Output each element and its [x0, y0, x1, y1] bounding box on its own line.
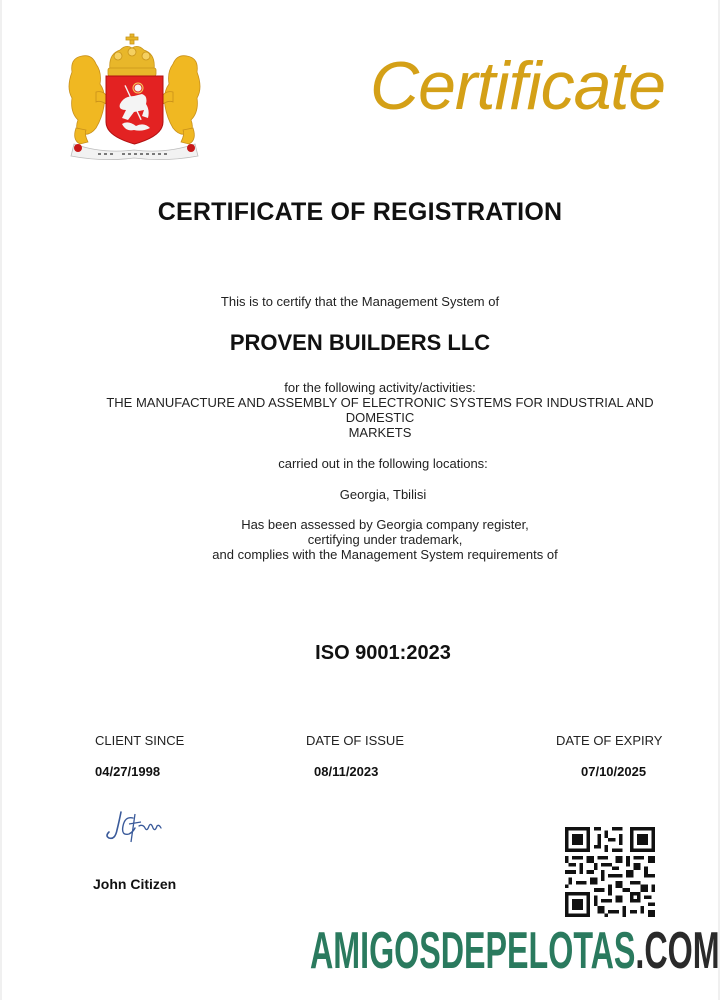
client-since-label: CLIENT SINCE: [95, 733, 185, 748]
date-of-issue-value: 08/11/2023: [314, 764, 379, 779]
activity-line: DOMESTIC: [345, 410, 415, 425]
document-title: CERTIFICATE OF REGISTRATION: [157, 198, 563, 226]
standard-name: ISO 9001:2023: [315, 642, 451, 664]
date-of-issue-label: DATE OF ISSUE: [306, 733, 404, 748]
watermark-text: [310, 922, 720, 980]
watermark-main: AMIGOSDEPELOTAS: [310, 922, 636, 980]
activity-line: THE MANUFACTURE AND ASSEMBLY OF ELECTRONIC SYSTEMS FOR INDUSTRIAL AND: [106, 395, 654, 410]
certificate-heading: Certificate: [370, 48, 666, 124]
activity-line: MARKETS: [348, 425, 412, 440]
watermark-tld: .COM: [635, 922, 720, 980]
company-name: PROVEN BUILDERS LLC: [229, 330, 491, 355]
coat-of-arms-icon: [62, 32, 207, 160]
activity-section: [60, 380, 700, 440]
signature-scribble: [105, 808, 165, 848]
locations-label: carried out in the following locations:: [278, 456, 488, 471]
assessment-section: [0, 517, 720, 562]
signer-name: John Citizen: [93, 876, 177, 892]
qr-code-icon: [565, 827, 655, 917]
date-of-expiry-label: DATE OF EXPIRY: [556, 733, 663, 748]
assessment-line: certifying under trademark,: [307, 532, 463, 547]
intro-text: This is to certify that the Management System of: [220, 294, 500, 309]
assessment-line: and complies with the Management System requirements of: [212, 547, 558, 562]
location: Georgia, Tbilisi: [339, 487, 427, 502]
assessment-line: Has been assessed by Georgia company register,: [241, 517, 529, 532]
date-of-expiry-value: 07/10/2025: [581, 764, 647, 779]
client-since-value: 04/27/1998: [95, 764, 161, 779]
activity-label: for the following activity/activities:: [284, 380, 476, 395]
